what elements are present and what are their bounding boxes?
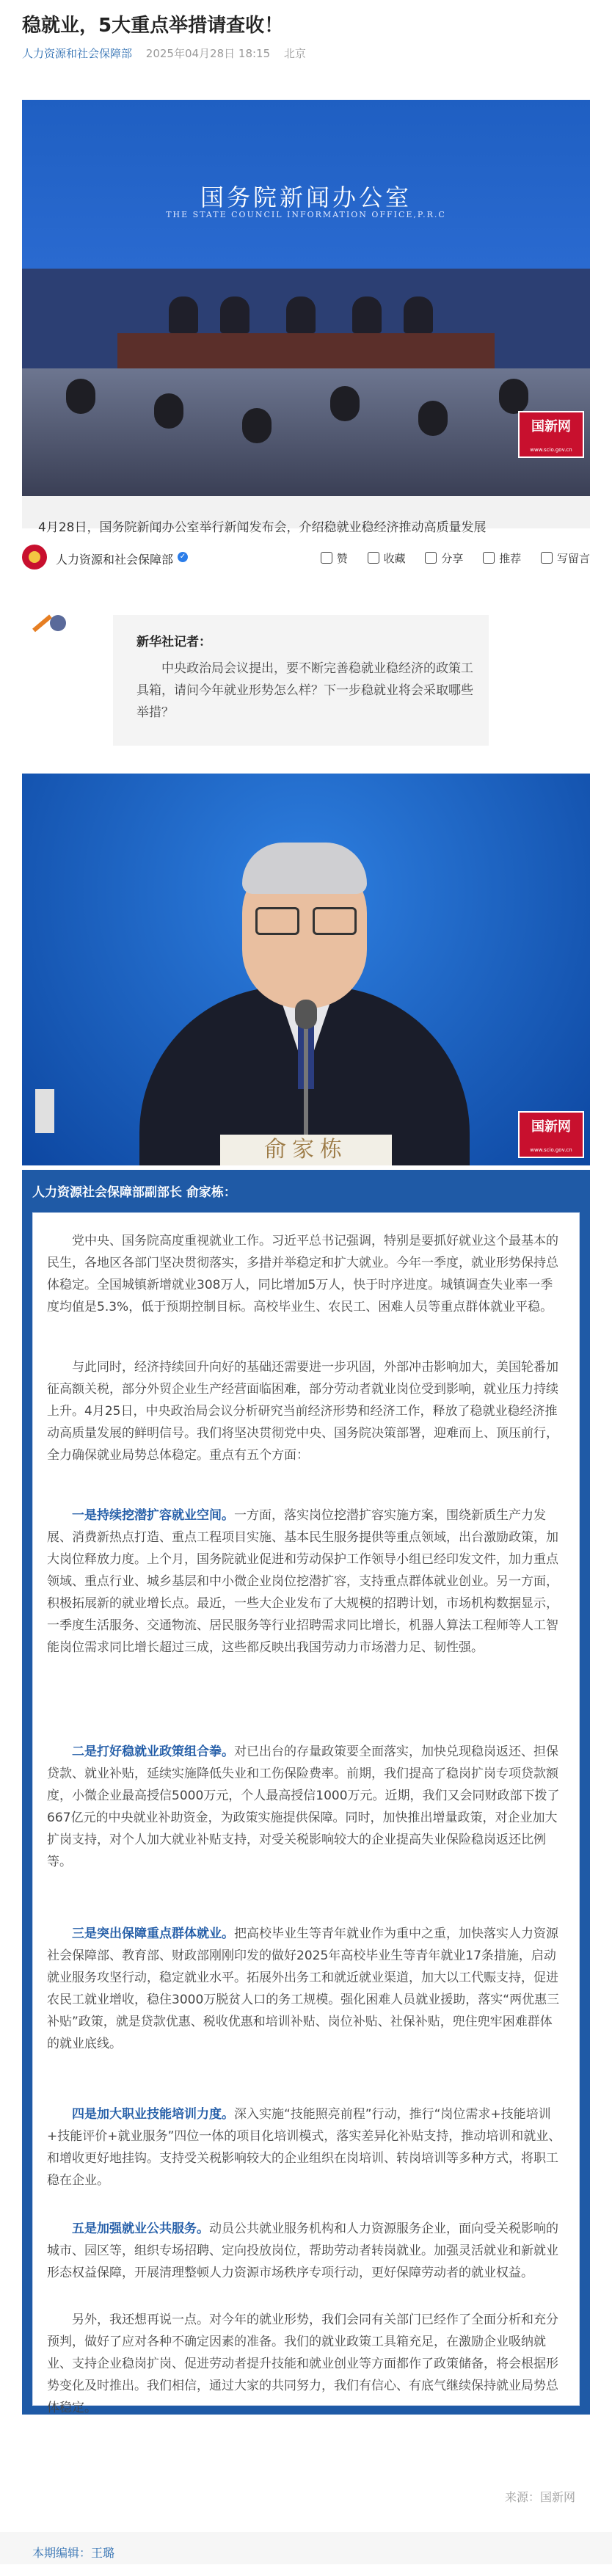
stage-title: 国务院新闻办公室 (200, 183, 412, 211)
favorite-button[interactable]: 收藏 (368, 550, 406, 566)
paragraph-1: 党中央、国务院高度重视就业工作。习近平总书记强调，特别是要抓好就业这个最基本的民生，各地区各部门坚决贯彻落实，多措并举稳定和扩大就业。今年一季度，就业形势保持总体稳定。全国城镇新增就业308万人，同比增加5万人，快于时序进度。城镇调查失业率一季度均值是5.3%，低于预期控制目标。高校毕业生、农民工、困难人员等重点群体就业平稳。 (47, 1234, 558, 1314)
audience-head (242, 408, 272, 443)
paragraph-6 (47, 2103, 564, 2191)
source-bar (22, 543, 590, 572)
watermark-logo: 国新网 www.scio.gov.cn (518, 411, 584, 458)
comment-button[interactable]: 写留言 (541, 550, 590, 566)
audience-head (330, 386, 360, 421)
star-icon (368, 552, 379, 564)
speaker-figure (169, 296, 198, 333)
share-button[interactable]: 分享 (425, 550, 463, 566)
point-3-heading: 三是突出保障重点群体就业。 (72, 1926, 234, 1941)
verified-icon: ✓ (178, 552, 188, 562)
article-header: 人力资源社会保障部副部长 俞家栋： (32, 1185, 236, 1200)
heart-icon (483, 552, 495, 564)
page-title: 稳就业，5大重点举措请查收！ (22, 15, 284, 37)
audience-head (66, 379, 95, 414)
thumbs-up-icon (321, 552, 332, 564)
hero-caption: 4月28日，国务院新闻办公室举行新闻发布会，介绍稳就业稳经济推动高质量发展 (38, 520, 487, 535)
editor-credit: 本期编辑：王璐 (32, 2546, 115, 2560)
mic-head (295, 1000, 317, 1029)
nameplate: 俞家栋 (220, 1135, 392, 1165)
source-name[interactable]: 人力资源和社会保障部 (56, 553, 174, 567)
point-2-heading: 二是打好稳就业政策组合拳。 (72, 1744, 234, 1759)
speaker-portrait (22, 774, 590, 1165)
microphone-icon (28, 615, 72, 649)
speaker-figure (404, 296, 433, 333)
share-icon (425, 552, 437, 564)
point-5-heading: 五是加强就业公共服务。 (72, 2222, 209, 2236)
source-credit: 来源：国新网 (504, 2490, 575, 2504)
paragraph-4 (47, 1741, 564, 1873)
glasses-right (313, 907, 357, 935)
point-3-text: 把高校毕业生等青年就业作为重中之重，加快落实人力资源社会保障部、教育部、财政部刚刚印发的做好2025年高校毕业生等青年就业17条措施，启动就业服务攻坚行动，稳定就业水平。拓展外出务工和就近就业渠道，加大以工代赈支持，促进农民工就业增收，稳住3000万脱贫人口的务工规模。强化困难人员就业援助，落实“两优惠三补贴”政策，就是贷款优惠、税收优惠和培训补贴、岗位补贴、社保补贴，兜住兜牢困难群体的就业底线。 (47, 1926, 560, 2051)
speaker-figure (352, 296, 382, 333)
watermark-logo: 国新网 www.scio.gov.cn (518, 1111, 584, 1158)
recommend-button[interactable]: 推荐 (483, 550, 521, 566)
question-label: 新华社记者： (136, 635, 211, 650)
point-1-text: 一方面，落实岗位挖潜扩容实施方案，围绕新质生产力发展、消费新热点打造、重点工程项目实施、基本民生服务提供等重点领域，出台激励政策，加大岗位释放力度。上个月，国务院就业促进和劳动保护工作领导小组已经印发文件，加力重点领域、重点行业、城乡基层和中小微企业岗位挖潜扩容，支持重点群体就业创业。另一方面，积极拓展新的就业增长点。最近，一些大企业发布了大规模的招聘计划，市场机构数据显示，一季度生活服务、交通物流、居民服务等行业招聘需求同比增长，机器人算法工程师等人工智能岗位需求同比增长超过三成，这些都反映出我国劳动力市场潜力足、韧性强。 (47, 1508, 558, 1655)
paragraph-8: 另外，我还想再说一点。对今年的就业形势，我们会同有关部门已经作了全面分析和充分预判，做好了应对各种不确定因素的准备。我们的就业政策工具箱充足，在激励企业吸纳就业、支持企业稳岗扩岗、促进劳动者提升技能和就业创业等方面都作了政策储备，将会根据形势变化及时推出。我们相信，通过大家的共同努力，我们有信心、有底气继续保持就业局势总体稳定。 (47, 2313, 558, 2415)
paragraph-2: 与此同时，经济持续回升向好的基础还需要进一步巩固，外部冲击影响加大，美国轮番加征高额关税，部分外贸企业生产经营面临困难，部分劳动者就业岗位受到影响，就业压力持续上升。4月25日，中央政治局会议分析研究当前经济形势和经济工作，释放了稳就业稳经济推动高质量发展的鲜明信号。我们将坚决贯彻党中央、国务院决策部署，迎难而上、顶压前行，全力确保就业局势总体稳定。重点有五个方面： (47, 1360, 558, 1463)
audience-head (499, 379, 528, 414)
audience-head (418, 401, 448, 436)
paragraph-3 (47, 1505, 564, 1659)
paragraph-5 (47, 1923, 564, 2055)
point-5-text: 动员公共就业服务机构和人力资源服务企业，面向受关税影响的城市、园区等，组织专场招聘、定向投放岗位，帮助劳动者转岗就业。加强灵活就业和新就业形态权益保障，开展清理整顿人力资源市场秩序专项行动，更好保障劳动者的就业权益。 (47, 2222, 558, 2280)
article-meta (22, 46, 306, 61)
emblem-icon (29, 551, 40, 563)
like-button[interactable]: 赞 (321, 550, 348, 566)
audience-head (154, 393, 183, 429)
point-4-text: 深入实施“技能照亮前程”行动，推行“岗位需求+技能培训+技能评价+就业服务”四位一体的项目化培训模式，落实差异化补贴支持，推动培训和就业、和增收更好地挂钩。支持受关税影响较大的企业组织在岗培训、转岗培训等多种方式，将职工稳在企业。 (47, 2107, 561, 2188)
hair (242, 843, 367, 894)
action-buttons (305, 550, 590, 566)
question-text: 中央政治局会议提出，要不断完善稳就业稳经济的政策工具箱，请问今年就业形势怎么样？下一步稳就业将会采取哪些举措？ (136, 661, 473, 720)
point-2-text: 对已出台的存量政策要全面落实，加快兑现稳岗返还、担保贷款、就业补贴，延续实施降低失业和工伤保险费率。前期，我们提高了稳岗扩岗专项贷款额度，小微企业最高授信5000万元，个人最高授信1000万元。近期，我们又会同财政部下拨了667亿元的中央就业补助资金，为政策实施提供保障。同时，加快推出增量政策，对企业加大扩岗支持，对个人加大就业补贴支持，对受关税影响较大的企业提高失业保险稳岗返还比例等。 (47, 1744, 560, 1869)
point-4-heading: 四是加大职业技能培训力度。 (72, 2107, 234, 2122)
paragraph-7 (47, 2218, 564, 2284)
source-logo[interactable] (22, 545, 47, 570)
point-1-heading: 一是持续挖潜扩容就业空间。 (72, 1508, 234, 1523)
podium-table (117, 333, 495, 368)
author-link[interactable]: 人力资源和社会保障部 (22, 47, 133, 60)
glasses-left (255, 907, 299, 935)
hero-image (22, 100, 590, 496)
stage-subtitle: THE STATE COUNCIL INFORMATION OFFICE,P.R.C (166, 210, 446, 219)
publish-location: 北京 (283, 47, 306, 60)
speaker-figure (220, 296, 249, 333)
flag (35, 1089, 54, 1133)
speaker-figure (286, 296, 316, 333)
publish-time: 2025年04月28日 18:15 (145, 47, 271, 60)
comment-icon (541, 552, 553, 564)
